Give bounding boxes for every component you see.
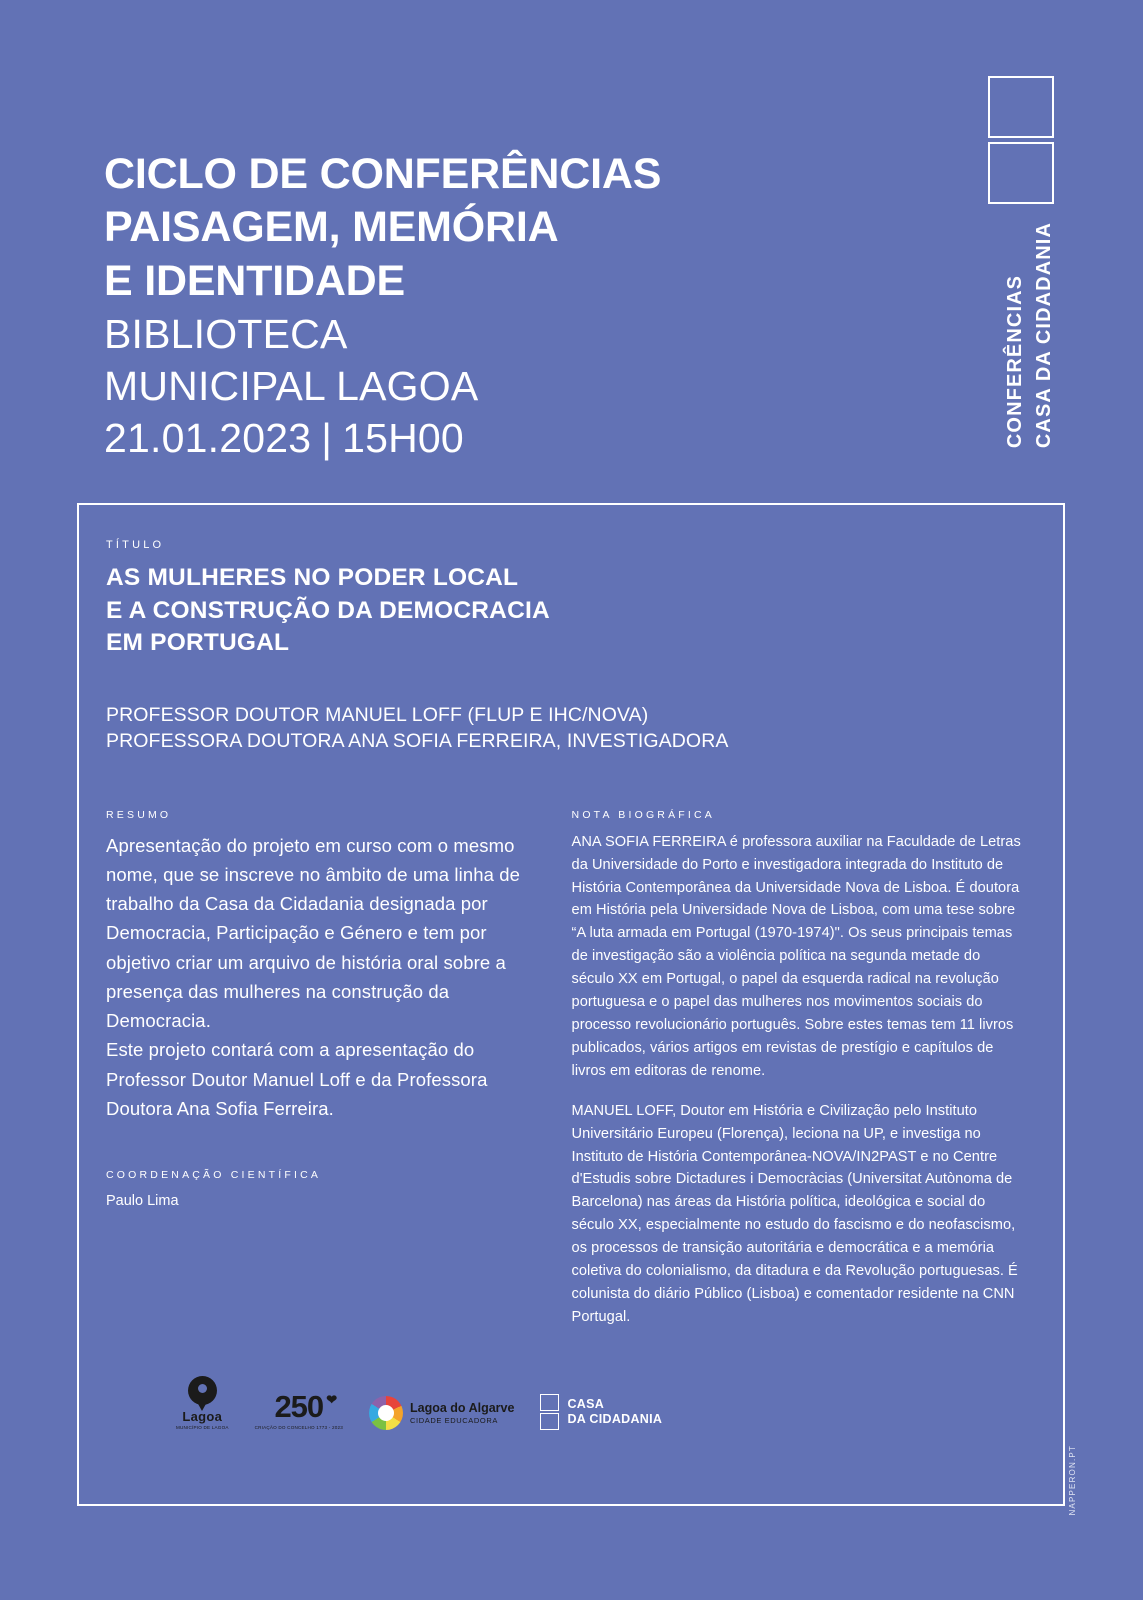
coordination-kicker: COORDENAÇÃO CIENTÍFICA [106,1168,322,1181]
speaker-1: PROFESSOR DOUTOR MANUEL LOFF (FLUP E IHC/NOVA) [106,703,649,726]
vertical-series-label [1001,222,1059,448]
logo-educadora-line2: CIDADE EDUCADORA [410,1415,498,1425]
event-date: 21.01.2023 [104,415,312,462]
logo-250-anniversary [255,1391,343,1430]
logo-lagoa-word: Lagoa [182,1409,223,1424]
logo-casa-line2: DA CIDADANIA [567,1412,663,1426]
conference-title-line2: E A CONSTRUÇÃO DA DEMOCRACIA [106,596,550,624]
conference-details-panel [77,503,1065,1506]
biography-paragraph-2: MANUEL LOFF, Doutor em História e Civilização pelo Instituto Universitário Europeu (Florença), leciona na UP, e investiga no Instituto de História Contemporânea-NOVA/IN2PAST e no Centre d'Estudis sobre Dictadures i Democràcias (Universitat Autònoma de Barcelona) nas áreas da História política, ideológica e social do século XX, especialmente no estudo do fascismo e do neofascismo, os processos de transição autoritária e democrática e a memória coletiva do colonialismo, da ditadura e da Revolução portuguesas. É colunista do diário Público (Lisboa) e comentador residente na CNN Portugal. [571,1102,1018,1325]
poster-headline [104,148,904,464]
event-time: 15H00 [342,415,464,462]
title-kicker: TÍTULO [106,539,165,551]
casa-square-bottom [540,1413,559,1430]
coordination-block [106,1169,546,1213]
decorative-square-bottom [988,142,1054,204]
logo-educadora-text [410,1401,514,1424]
venue-line-2: MUNICIPAL LAGOA [104,363,479,409]
casa-square-top [540,1394,559,1411]
logo-strip [176,1376,662,1430]
logo-educadora-line1: Lagoa do Algarve [410,1401,515,1416]
venue-line-1: BIBLIOTECA [104,310,348,357]
headline-line-2: PAISAGEM, MEMÓRIA [104,203,559,252]
datetime-separator: | [321,415,333,462]
conference-title [106,562,1021,660]
logo-cidade-educadora [369,1396,514,1430]
vertical-label-line2: CASA DA CIDADANIA [1033,222,1055,449]
speaker-2: PROFESSORA DOUTORA ANA SOFIA FERREIRA, INVESTIGADORA [106,730,729,753]
logo-casa-da-cidadania [540,1394,662,1430]
location-pin-icon [188,1376,217,1405]
event-datetime [104,412,904,464]
anniversary-number-text: 250 [274,1389,324,1424]
designer-credit: NAPPERON.PT [1068,1445,1077,1516]
vertical-label-line1: CONFERÊNCIAS [1004,274,1026,449]
conference-title-line1: AS MULHERES NO PODER LOCAL [106,564,519,591]
logo-casa-text [567,1397,662,1427]
conference-title-line3: EM PORTUGAL [106,629,290,657]
speakers-block [106,702,1021,755]
decorative-squares [988,76,1058,204]
logo-casa-line1: CASA [567,1397,605,1411]
content-columns [106,809,1021,1329]
colored-wheel-icon [369,1396,403,1430]
biography-paragraph-1: ANA SOFIA FERREIRA é professora auxiliar na Faculdade de Letras da Universidade do Porto e investigadora integrada do Instituto de História Contemporânea da Universidade Nova de Lisboa. É doutora em História pela Universidade Nova de Lisboa, com uma tese sobre “A luta armada em Portugal (1970-1974)". Os seus principais temas de investigação são a violência política na segunda metade do século XX em Portugal, o papel da esquerda radical na revolução portuguesa e o papel das mulheres nos movimentos sociais do processo revolucionário português. Sobre estes temas tem 11 livros publicados, vários artigos em revistas de prestígio e capítulos de livros em editoras de renome. [571,833,1021,1079]
logo-lagoa-subtitle: MUNICÍPIO DE LAGOA [176,1425,229,1430]
biography-kicker: NOTA BIOGRÁFICA [571,808,716,821]
biography-column [572,809,1021,1329]
logo-municipio-lagoa [176,1376,229,1430]
heart-icon: ❤ [326,1392,337,1407]
resumo-paragraph-2: Este projeto contará com a apresentação do Professor Doutor Manuel Loff e da Professora Doutora Ana Sofia Ferreira. [106,1039,488,1119]
anniversary-number [274,1389,337,1424]
resumo-column [106,809,572,1329]
headline-line-3: E IDENTIDADE [104,256,406,305]
decorative-square-top [988,76,1054,138]
resumo-text [106,831,546,1123]
anniversary-caption: CRIAÇÃO DO CONCELHO 1773 - 2023 [254,1425,344,1430]
headline-line-1: CICLO DE CONFERÊNCIAS [104,150,662,198]
casa-squares-icon [540,1394,559,1430]
resumo-kicker: RESUMO [106,808,172,821]
biography-text [572,831,1021,1329]
coordination-name: Paulo Lima [106,1192,179,1209]
resumo-paragraph-1: Apresentação do projeto em curso com o mesmo nome, que se inscreve no âmbito de uma linha de trabalho da Casa da Cidadania designada por Democracia, Participação e Género e tem por objetivo criar um arquivo de história oral sobre a presença das mulheres na construção da Democracia. [106,834,521,1032]
pin-dot-icon [198,1384,207,1393]
